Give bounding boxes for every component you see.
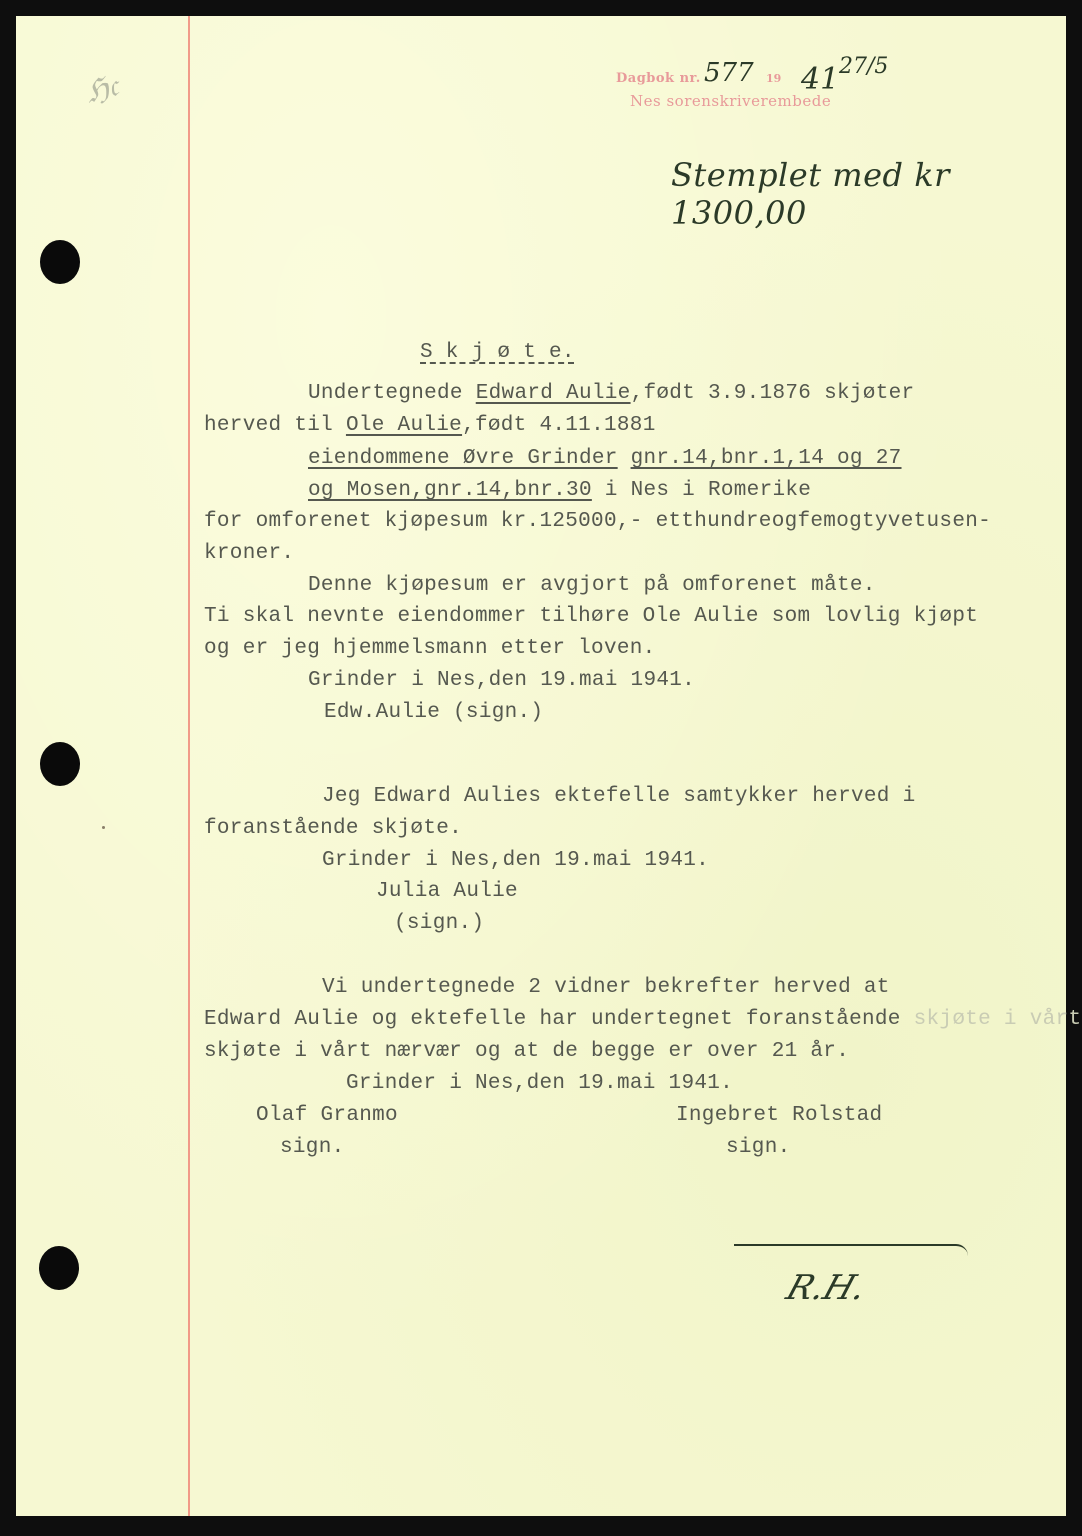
- text-fragment: herved til: [204, 414, 346, 437]
- spouse-sign: (sign.): [394, 912, 485, 935]
- handwritten-diary-number: 577: [704, 58, 754, 88]
- deed-line-8: Ti skal nevnte eiendommer tilhøre Ole Aulie som lovlig kjøpt: [204, 605, 979, 628]
- witness-line-2: [204, 1008, 1081, 1031]
- witness-1-sign: sign.: [280, 1136, 345, 1159]
- punch-hole-middle: [40, 742, 80, 786]
- witness-2-sign: sign.: [726, 1136, 791, 1159]
- deed-line-3: [308, 447, 902, 470]
- red-margin-line: [188, 16, 190, 1516]
- seller-place-date: Grinder i Nes,den 19.mai 1941.: [308, 669, 696, 692]
- witness-place-date: Grinder i Nes,den 19.mai 1941.: [346, 1072, 734, 1095]
- text-fragment: ,født 4.11.1881: [462, 414, 656, 437]
- spouse-name: Julia Aulie: [376, 880, 518, 903]
- witness-1-name: Olaf Granmo: [256, 1104, 398, 1127]
- property-ids-1: gnr.14,bnr.1,14 og 27: [630, 447, 902, 470]
- buyer-name: Ole Aulie: [345, 414, 463, 437]
- deed-line-2: [204, 414, 656, 437]
- property-2: og Mosen,gnr.14,bnr.30: [308, 479, 592, 502]
- deed-line-9: og er jeg hjemmelsmann etter loven.: [204, 637, 656, 660]
- deed-line-5: for omforenet kjøpesum kr.125000,- etthundreogfemogtyvetusen-: [204, 510, 992, 533]
- document-title: S k j ø t e.: [420, 341, 575, 364]
- text-fragment: Undertegnede: [308, 382, 476, 405]
- faint-struck-text: skjøte i vårt: [900, 1008, 1082, 1031]
- witness-line-1: Vi undertegnede 2 vidner bekrefter herved at: [322, 976, 890, 999]
- text-fragment: Edward Aulie og ektefelle har undertegnet foranstående: [204, 1008, 901, 1031]
- handwritten-year: 41: [801, 62, 840, 97]
- handwritten-stamp-duty-note: Stemplet med kr 1300,00: [671, 156, 950, 232]
- witness-line-3: skjøte i vårt nærvær og at de begge er over 21 år.: [204, 1040, 850, 1063]
- property-name-1: eiendommene Øvre Grinder: [308, 447, 618, 470]
- document-page: [16, 16, 1082, 1516]
- text-fragment: i Nes i Romerike: [591, 479, 812, 502]
- stamp-year-prefix: 19: [766, 72, 782, 85]
- deed-line-4: [308, 479, 811, 502]
- text-fragment: ,født 3.9.1876 skjøter: [630, 382, 915, 405]
- text-fragment: [618, 447, 631, 470]
- signature-line: [734, 1244, 968, 1256]
- official-initials: R.H.: [781, 1268, 872, 1308]
- punch-hole-top: [40, 240, 80, 284]
- deed-line-1: [308, 382, 914, 405]
- witness-2-name: Ingebret Rolstad: [676, 1104, 883, 1127]
- consent-place-date: Grinder i Nes,den 19.mai 1941.: [322, 849, 710, 872]
- consent-line-1: Jeg Edward Aulies ektefelle samtykker herved i: [322, 785, 916, 808]
- seller-signature: Edw.Aulie (sign.): [324, 701, 544, 724]
- pencil-annotation: ℌ𝔠: [82, 68, 123, 111]
- seller-name: Edward Aulie: [475, 382, 631, 405]
- stamp-diary-label: Dagbok nr.: [616, 71, 701, 86]
- paper-speck: [102, 826, 105, 829]
- handwritten-date: 27/5: [839, 54, 889, 79]
- deed-line-6: kroner.: [204, 542, 295, 565]
- stamp-office-name: Nes sorenskriverembede: [630, 92, 832, 110]
- deed-line-7: Denne kjøpesum er avgjort på omforenet måte.: [308, 574, 876, 597]
- punch-hole-bottom: [39, 1246, 79, 1290]
- consent-line-2: foranstående skjøte.: [204, 817, 463, 840]
